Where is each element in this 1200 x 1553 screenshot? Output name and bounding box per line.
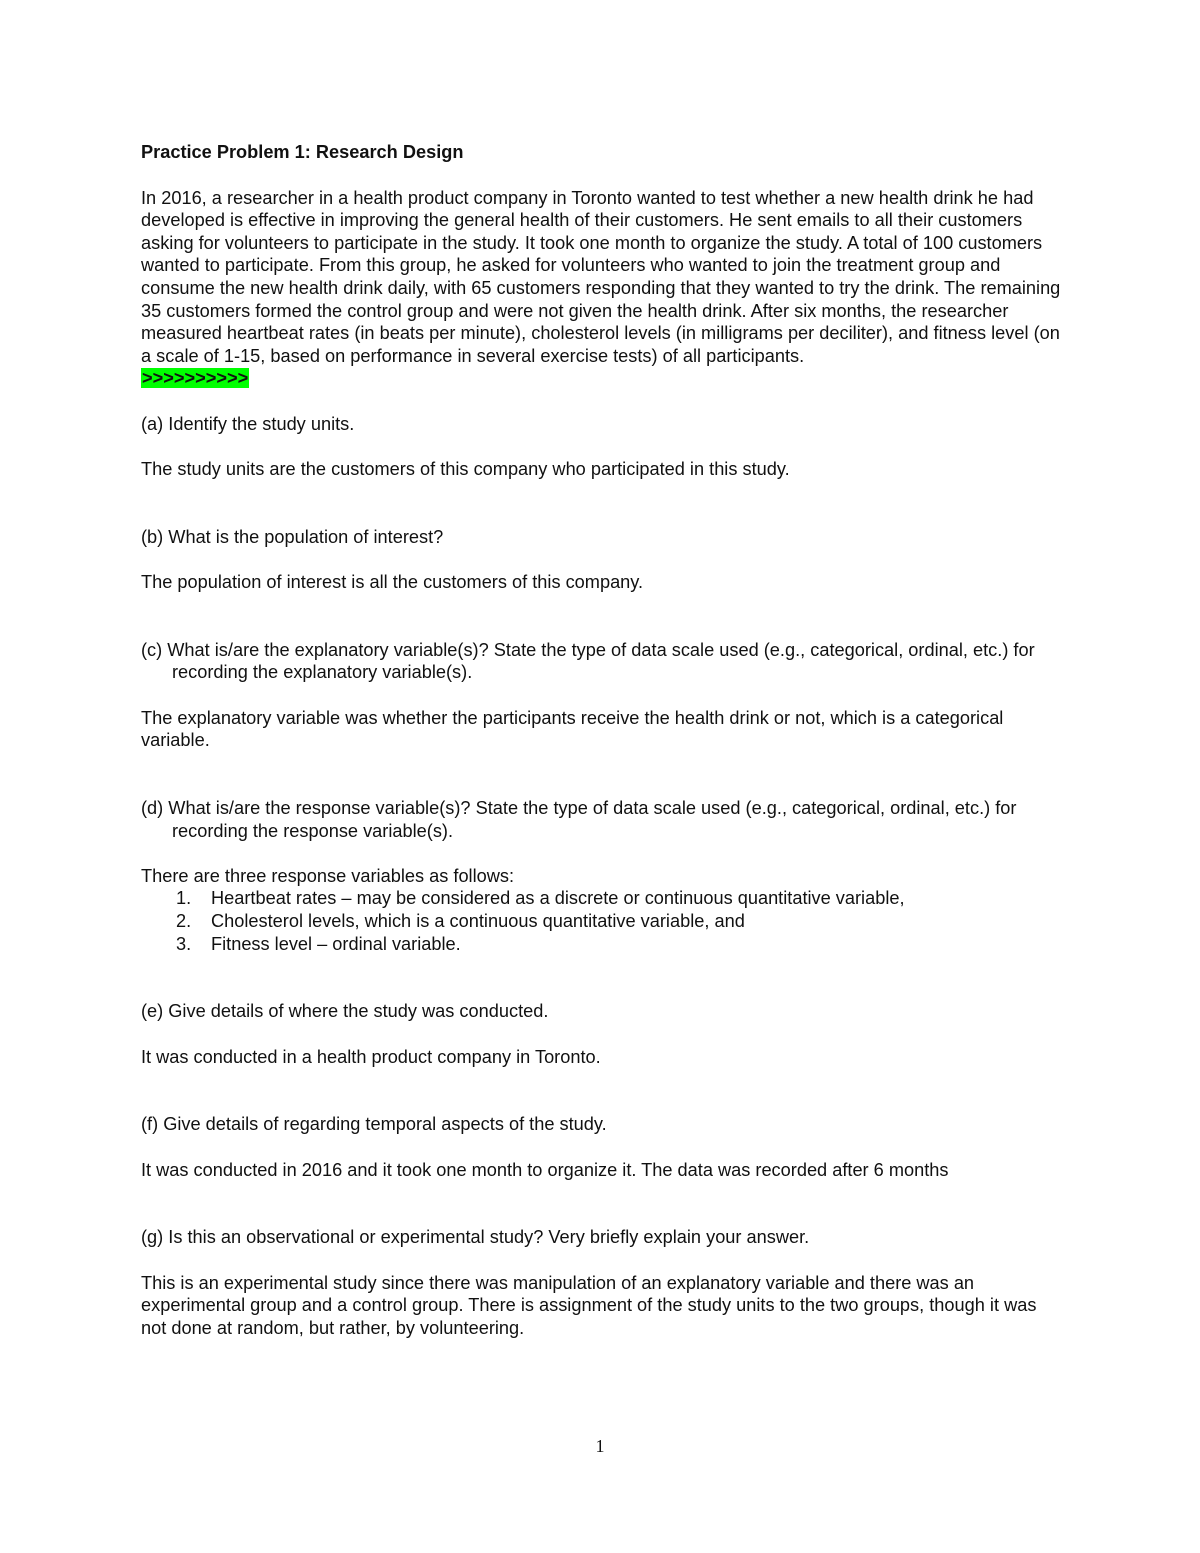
answer-g: This is an experimental study since there was manipulation of an explanatory variable and there was an experimental group and a control group. There is assignment of the study units to the two groups, though it was not done at random, but rather, by volunteering. [141, 1272, 1037, 1338]
list-item-text: Fitness level – ordinal variable. [211, 933, 461, 954]
question-f: (f) Give details of regarding temporal aspects of the study. [141, 1114, 607, 1135]
highlight-marker-line [141, 367, 1066, 390]
answer-f: It was conducted in 2016 and it took one month to organize it. The data was recorded after 6 months [141, 1159, 949, 1180]
list-item [141, 910, 1066, 933]
question-c: (c) What is/are the explanatory variable(s)? State the type of data scale used (e.g., categorical, ordinal, etc.) for recording the explanatory variable(s). [141, 639, 1035, 683]
answer-e: It was conducted in a health product company in Toronto. [141, 1046, 601, 1067]
question-e: (e) Give details of where the study was conducted. [141, 1001, 549, 1022]
list-item [141, 887, 1066, 910]
answer-d: There are three response variables as follows: [141, 865, 515, 886]
answer-c: The explanatory variable was whether the participants receive the health drink or not, which is a categorical variable. [141, 707, 1004, 751]
answer-a: The study units are the customers of this company who participated in this study. [141, 459, 790, 480]
problem-statement: In 2016, a researcher in a health product company in Toronto wanted to test whether a new health drink he had developed is effective in improving the general health of their customers. He sent emails to all their customers asking for volunteers to participate in the study. It took one month to organize the study. A total of 100 customers wanted to participate. From this group, he asked for volunteers who wanted to join the treatment group and consume the new health drink daily, with 65 customers responding that they wanted to try the drink. The remaining 35 customers formed the control group and were not given the health drink. After six months, the researcher measured heartbeat rates (in beats per minute), cholesterol levels (in milligrams per deciliter), and fitness level (on a scale of 1-15, based on performance in several exercise tests) of all participants. [141, 187, 1061, 366]
question-b: (b) What is the population of interest? [141, 526, 444, 547]
list-item-number: 2. [176, 911, 192, 931]
page-number: 1 [595, 1436, 605, 1456]
question-a: (a) Identify the study units. [141, 413, 355, 434]
question-g: (g) Is this an observational or experimental study? Very briefly explain your answer. [141, 1227, 810, 1248]
answer-b: The population of interest is all the customers of this company. [141, 572, 644, 593]
list-item-text: Cholesterol levels, which is a continuous quantitative variable, and [211, 911, 745, 931]
question-d: (d) What is/are the response variable(s)? State the type of data scale used (e.g., categorical, ordinal, etc.) for recording the response variable(s). [141, 798, 1017, 841]
list-item-number: 3. [176, 933, 192, 954]
highlight-marker: >>>>>>>>>> [142, 368, 249, 389]
list-item [141, 933, 1066, 956]
list-item-text: Heartbeat rates – may be considered as a discrete or continuous quantitative variable, [211, 888, 905, 909]
response-variables-list [141, 887, 1066, 955]
list-item-number: 1. [176, 888, 192, 909]
document-title: Practice Problem 1: Research Design [141, 142, 464, 162]
document-body [141, 141, 1066, 1339]
